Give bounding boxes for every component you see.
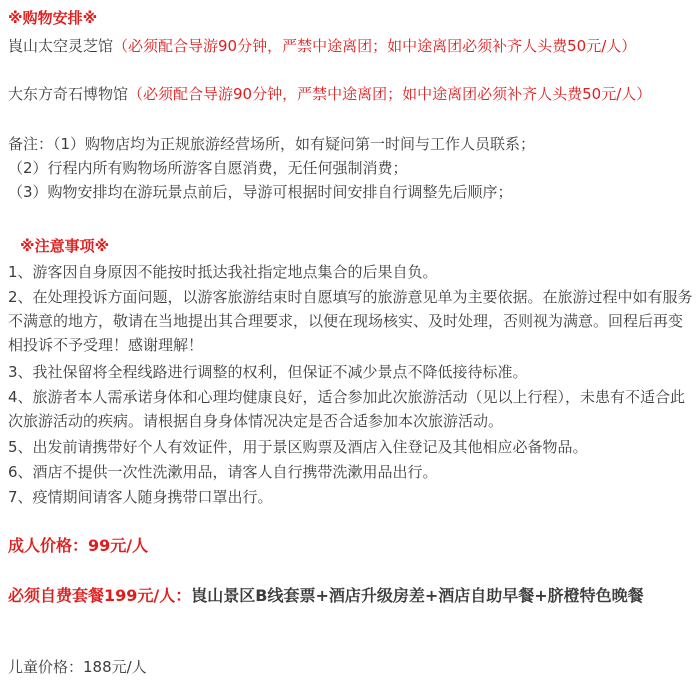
notice-item: 4、旅游者本人需承诺身体和心理均健康良好，适合参加此次旅游活动（见以上行程），未患有不适合此次旅游活动的疾病。请根据自身身体情况决定是否合适参加本次旅游活动。 (8, 388, 686, 430)
remark-line: （2）行程内所有购物场所游客自愿消费，无任何强制消费； (8, 159, 408, 177)
package-label: 必须自费套餐199元/人： (8, 586, 192, 605)
store-item-1 (8, 34, 694, 58)
store-note: （必须配合导游90分钟，严禁中途离团；如中途离团必须补齐人头费50元/人） (128, 85, 652, 103)
notice-item: 7、疫情期间请客人随身携带口罩出行。 (8, 488, 273, 506)
child-price: 儿童价格：188元/人 (8, 658, 147, 676)
notice-item: 2、在处理投诉方面问题，以游客旅游结束时自愿填写的旅游意见单为主要依据。在旅游过程中如有服务不满意的地方，敬请在当地提出其合理要求，以便在现场核实、及时处理，否则视为满意。回程后再变相投诉不予受理！感谢理解！ (8, 288, 693, 354)
notice-item: 6、酒店不提供一次性洗漱用品，请客人自行携带洗漱用品出行。 (8, 463, 438, 481)
package-price (8, 583, 694, 609)
package-detail: 崀山景区B线套票+酒店升级房差+酒店自助早餐+脐橙特色晚餐 (191, 586, 644, 605)
store-note: （必须配合导游90分钟，严禁中途离团；如中途离团必须补齐人头费50元/人） (113, 37, 637, 55)
notice-item: 5、出发前请携带好个人有效证件，用于景区购票及酒店入住登记及其他相应必备物品。 (8, 438, 588, 456)
remark-line: 备注：（1）购物店均为正规旅游经营场所，如有疑问第一时间与工作人员联系； (8, 135, 536, 153)
notice-item: 1、游客因自身原因不能按时抵达我社指定地点集合的后果自负。 (8, 263, 438, 281)
notice-item: 3、我社保留将全程线路进行调整的权利，但保证不减少景点不降低接待标准。 (8, 363, 528, 381)
store-name: 大东方奇石博物馆 (8, 85, 129, 103)
store-item-2 (8, 82, 694, 106)
remark-line: （3）购物安排均在游玩景点前后，导游可根据时间安排自行调整先后顺序； (8, 183, 513, 201)
notice-heading: ※注意事项※ (20, 237, 110, 255)
adult-price: 成人价格：99元/人 (8, 536, 149, 555)
shopping-heading: ※购物安排※ (8, 9, 98, 27)
store-name: 崀山太空灵芝馆 (8, 37, 114, 55)
